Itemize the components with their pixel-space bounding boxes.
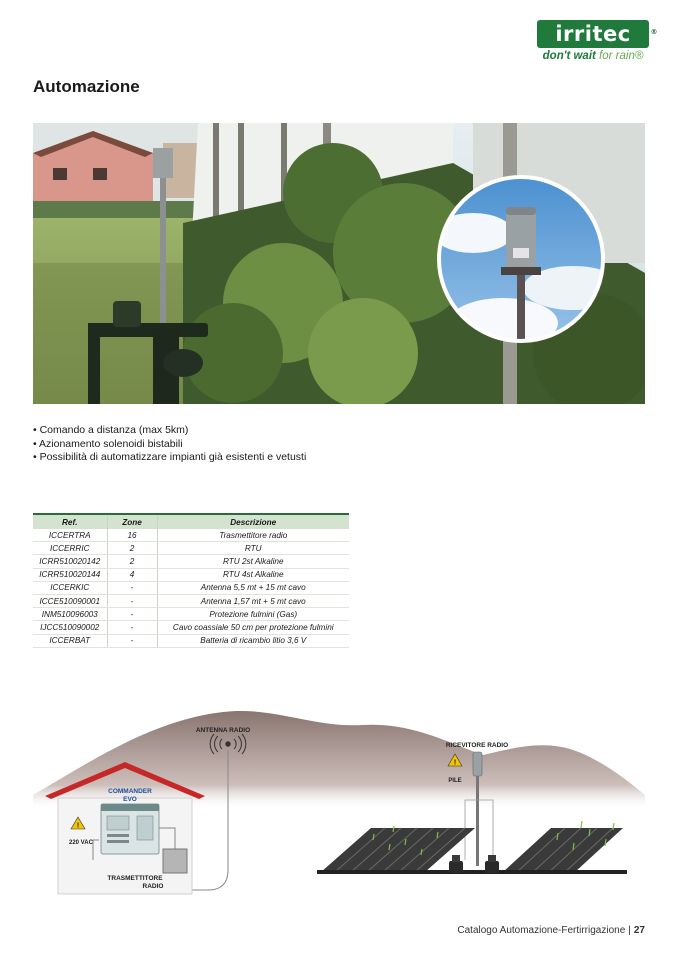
header-zone: Zone: [107, 514, 157, 529]
cell-description: RTU: [157, 542, 349, 555]
cell-description: Cavo coassiale 50 cm per protezione fulmini: [157, 621, 349, 634]
cell-zone: -: [107, 634, 157, 647]
cell-description: Antenna 5,5 mt + 15 mt cavo: [157, 581, 349, 594]
cell-ref: ICCERTRA: [33, 529, 107, 542]
header-ref: Ref.: [33, 514, 107, 529]
catalog-name: Catalogo Automazione-Fertirrigazione: [457, 925, 626, 936]
table-row: [33, 542, 349, 555]
cell-ref: ICRR510020142: [33, 555, 107, 568]
cell-zone: -: [107, 608, 157, 621]
section-title: Automazione: [33, 77, 140, 96]
cell-zone: 16: [107, 529, 157, 542]
antenna-label: ANTENNA RADIO: [195, 727, 251, 734]
cell-description: Trasmettitore radio: [157, 529, 349, 542]
pipe-line: [317, 870, 627, 874]
commander-label-2: EVO: [123, 796, 137, 803]
slogan-bold: don't wait: [542, 50, 596, 62]
transmitter-box: [163, 849, 187, 873]
feature-item: • Possibilità di automatizzare impianti già esistenti e vetusti: [33, 451, 306, 465]
battery-label: PILE: [448, 778, 462, 784]
cell-description: Batteria di ricambio litio 3,6 V: [157, 634, 349, 647]
logo-registered: ®: [650, 28, 658, 36]
receiver-label: RICEVITORE RADIO: [445, 742, 509, 749]
cell-zone: -: [107, 581, 157, 594]
orchard-photo: [33, 123, 645, 404]
cell-ref: IJCC510090002: [33, 621, 107, 634]
cell-zone: -: [107, 594, 157, 607]
solenoid-valve: [449, 855, 463, 873]
system-diagram: [33, 700, 645, 900]
solenoid-valve: [485, 855, 499, 873]
feature-item: • Azionamento solenoidi bistabili: [33, 438, 306, 452]
product-table: [33, 513, 349, 648]
cell-ref: ICCERKIC: [33, 581, 107, 594]
cell-ref: INM510096003: [33, 608, 107, 621]
transmitter-label-2: RADIO: [142, 883, 164, 890]
product-photo: [33, 123, 645, 404]
warning-symbol: !: [76, 822, 80, 830]
logo-slogan: [537, 50, 649, 62]
table-header-row: [33, 514, 349, 529]
page-number: 27: [633, 925, 645, 936]
feature-item: • Comando a distanza (max 5km): [33, 424, 306, 438]
crop-field-right: [503, 821, 623, 872]
footer-separator: |: [628, 925, 631, 936]
table-row: [33, 568, 349, 581]
transmitter-label-1: TRASMETTITORE: [107, 875, 163, 882]
cell-description: RTU 4st Alkaline: [157, 568, 349, 581]
cell-ref: ICRR510020144: [33, 568, 107, 581]
table-row: [33, 555, 349, 568]
table-row: [33, 581, 349, 594]
cell-ref: ICCERRIC: [33, 542, 107, 555]
logo-wordmark: [537, 20, 658, 48]
cell-zone: -: [107, 621, 157, 634]
irritec-logo: [537, 20, 658, 62]
slogan-reg: ®: [634, 50, 644, 62]
slogan-rest: for rain: [595, 50, 635, 62]
logo-brand: irritec: [555, 22, 631, 46]
cell-zone: 4: [107, 568, 157, 581]
voltage-label: 220 VAC: [69, 840, 93, 846]
header-description: Descrizione: [157, 514, 349, 529]
cell-ref: ICCERBAT: [33, 634, 107, 647]
table-row: [33, 608, 349, 621]
commander-evo-controller: [101, 804, 159, 854]
commander-label-1: COMMANDER: [108, 788, 152, 795]
warning-symbol: !: [453, 759, 457, 767]
cell-zone: 2: [107, 542, 157, 555]
page-footer: [457, 925, 645, 936]
cell-ref: ICCE510090001: [33, 594, 107, 607]
table-row: [33, 621, 349, 634]
table-row: [33, 634, 349, 647]
table-row: [33, 594, 349, 607]
cell-zone: 2: [107, 555, 157, 568]
cell-description: RTU 2st Alkaline: [157, 555, 349, 568]
feature-list: [33, 424, 306, 465]
cell-description: Protezione fulmini (Gas): [157, 608, 349, 621]
table-row: [33, 529, 349, 542]
cell-description: Antenna 1,57 mt + 5 mt cavo: [157, 594, 349, 607]
